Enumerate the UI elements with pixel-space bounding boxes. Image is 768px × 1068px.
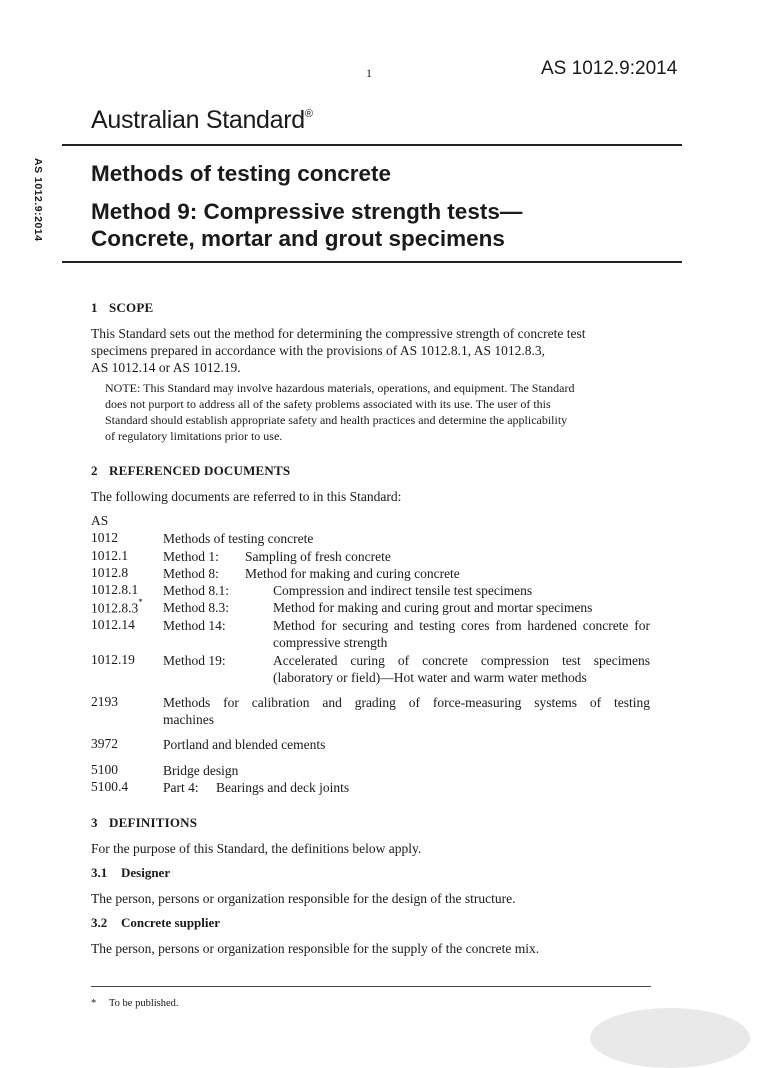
reference-method: Method 1: xyxy=(163,549,219,564)
reference-description xyxy=(163,617,650,651)
reference-title: Bearings and deck joints xyxy=(216,780,350,795)
reference-method: Method 19: xyxy=(163,653,226,668)
reference-code: 1012.8 xyxy=(91,565,129,580)
definitions-intro: For the purpose of this Standard, the definitions below apply. xyxy=(91,841,422,856)
text-line: specimens prepared in accordance with the provisions of AS 1012.8.1, AS 1012.8.3, xyxy=(91,343,546,358)
reference-title: Methods for calibration and grading of force-measuring systems of testing xyxy=(163,695,650,710)
reference-prefix: AS xyxy=(91,513,109,528)
title-rule xyxy=(62,261,682,263)
brand-heading xyxy=(91,106,313,135)
reference-title: Sampling of fresh concrete xyxy=(245,549,391,564)
reference-code: 1012 xyxy=(91,530,118,545)
referenced-intro: The following documents are referred to in this Standard: xyxy=(91,489,402,504)
definition-text: The person, persons or organization responsible for the design of the structure. xyxy=(91,891,516,906)
reference-method: Method 8.1: xyxy=(163,583,229,598)
footnote-text: To be published. xyxy=(109,998,179,1009)
reference-code: 3972 xyxy=(91,736,118,751)
reference-code: 1012.19 xyxy=(91,652,135,667)
document-title: Methods of testing concrete xyxy=(91,161,392,186)
reference-description xyxy=(163,779,650,796)
text-line: AS 1012.14 or AS 1012.19. xyxy=(91,360,241,375)
scope-paragraph xyxy=(91,325,651,376)
definition-heading xyxy=(91,865,170,881)
section-title: DEFINITIONS xyxy=(109,815,198,830)
side-standard-code: AS 1012.9:2014 xyxy=(32,158,44,242)
definition-number: 3.2 xyxy=(91,915,108,930)
section-title: SCOPE xyxy=(109,300,154,315)
reference-description xyxy=(163,694,650,728)
reference-method: Method 14: xyxy=(163,618,226,633)
reference-title: Method for securing and testing cores from hardened concrete for xyxy=(273,618,650,633)
reference-title: Methods of testing concrete xyxy=(163,531,314,546)
reference-title: Method for making and curing concrete xyxy=(245,566,460,581)
reference-code: 2193 xyxy=(91,694,118,709)
reference-title: Method for making and curing grout and mortar specimens xyxy=(273,600,593,615)
brand-name: Australian Standard xyxy=(91,106,305,134)
definition-term: Concrete supplier xyxy=(121,915,221,930)
reference-method: Method 8.3: xyxy=(163,600,229,615)
reference-code-with-mark xyxy=(91,599,143,617)
footnote-mark: * xyxy=(138,597,143,607)
reference-code: 1012.8.3 xyxy=(91,600,139,616)
standard-code: AS 1012.9:2014 xyxy=(541,58,678,79)
reference-code: 1012.8.1 xyxy=(91,582,139,597)
definition-number: 3.1 xyxy=(91,865,108,880)
reference-description xyxy=(163,530,650,547)
reference-description xyxy=(163,582,650,599)
section-number: 1 xyxy=(91,300,98,315)
section-number: 3 xyxy=(91,815,98,830)
page-number: 1 xyxy=(366,66,372,80)
scope-note xyxy=(105,380,650,444)
reference-code: 5100 xyxy=(91,762,118,777)
reference-description xyxy=(163,736,650,753)
reference-title: Portland and blended cements xyxy=(163,737,326,752)
reference-description xyxy=(163,652,650,686)
reference-title: Compression and indirect tensile test specimens xyxy=(273,583,533,598)
reference-title: Bridge design xyxy=(163,763,239,778)
reference-title-continued: machines xyxy=(163,712,214,727)
reference-description xyxy=(163,565,650,582)
reference-description xyxy=(163,548,650,565)
reference-code: 1012.1 xyxy=(91,548,129,563)
section-number: 2 xyxy=(91,463,98,478)
reference-method: Part 4: xyxy=(163,780,199,795)
registered-mark: ® xyxy=(304,107,313,120)
note-line: of regulatory limitations prior to use. xyxy=(105,429,283,443)
footnote xyxy=(91,998,179,1009)
text-line: This Standard sets out the method for determining the compressive strength of concrete test xyxy=(91,326,586,341)
section-title: REFERENCED DOCUMENTS xyxy=(109,463,291,478)
method-title: Method 9: Compressive strength tests— xyxy=(91,199,523,224)
page-corner-shadow xyxy=(590,1008,750,1068)
definition-heading xyxy=(91,915,220,931)
method-subtitle: Concrete, mortar and grout specimens xyxy=(91,226,505,251)
reference-method: Method 8: xyxy=(163,566,219,581)
reference-code: 1012.14 xyxy=(91,617,135,632)
reference-description xyxy=(163,599,650,616)
footnote-mark: * xyxy=(91,998,97,1009)
top-rule xyxy=(62,144,682,146)
reference-title-continued: compressive strength xyxy=(273,635,388,650)
section-heading-scope xyxy=(91,300,153,316)
definition-text: The person, persons or organization responsible for the supply of the concrete mix. xyxy=(91,941,540,956)
reference-title-continued: (laboratory or field)—Hot water and warm water methods xyxy=(273,670,587,685)
note-line: Standard should establish appropriate safety and health practices and determine the applicability xyxy=(105,413,568,427)
reference-description xyxy=(163,762,650,779)
note-line: NOTE: This Standard may involve hazardous materials, operations, and equipment. The Standard xyxy=(105,381,575,395)
definition-term: Designer xyxy=(121,865,171,880)
reference-title: Accelerated curing of concrete compression test specimens xyxy=(273,653,650,668)
section-heading-definitions xyxy=(91,815,197,831)
section-heading-referenced-documents xyxy=(91,463,290,479)
footnote-rule xyxy=(91,986,651,987)
reference-code: 5100.4 xyxy=(91,779,129,794)
note-line: does not purport to address all of the safety problems associated with its use. The user of this xyxy=(105,397,551,411)
